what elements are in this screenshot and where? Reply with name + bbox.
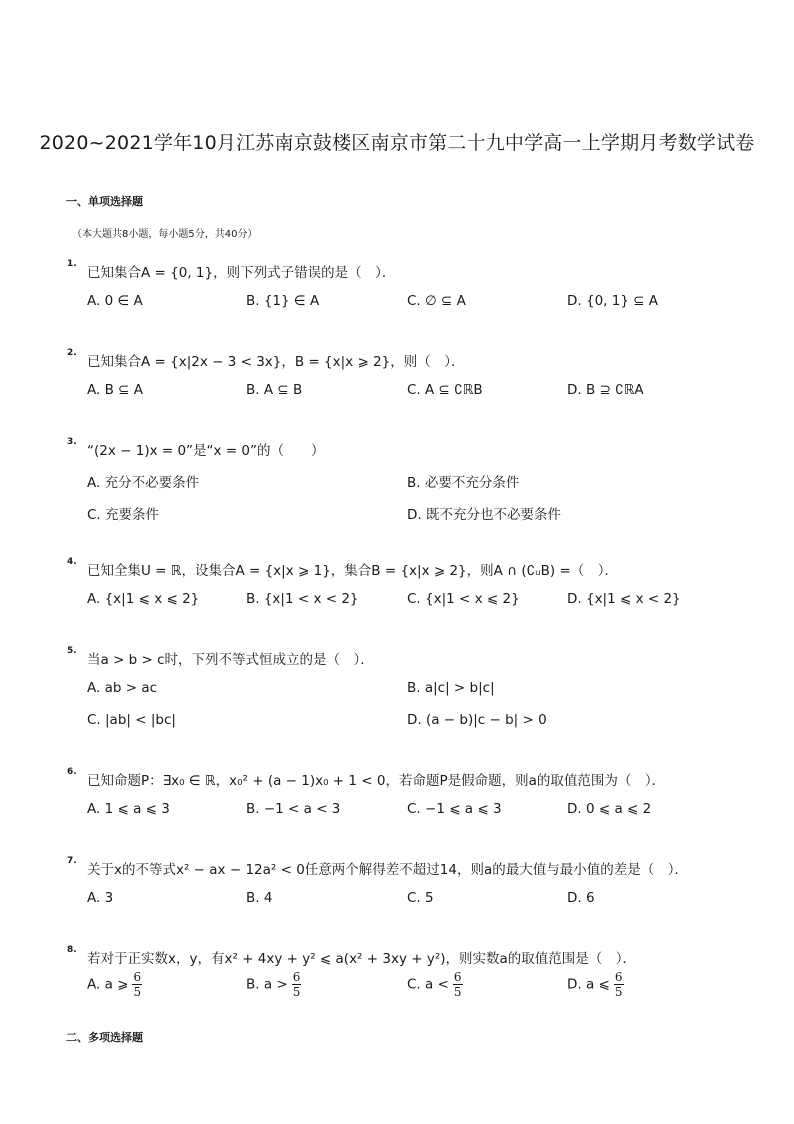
option-b-prefix: B. a > — [246, 976, 288, 993]
fraction-numerator: 6 — [453, 970, 462, 984]
question-text: 已知命题P：∃x₀ ∈ ℝ，x₀² + (a − 1)x₀ + 1 < 0，若命题P是假命题，则a的取值范围为（ ）． — [87, 773, 666, 789]
option-b: B. 必要不充分条件 — [407, 475, 520, 491]
fraction-numerator: 6 — [614, 970, 623, 984]
option-b: B. a|c| > b|c| — [407, 680, 495, 696]
option-d: D. (a − b)|c − b| > 0 — [407, 712, 547, 728]
option-a: A. B ⊆ A — [87, 382, 143, 398]
option-b: B. A ⊆ B — [246, 382, 303, 398]
question-number: 2. — [67, 348, 77, 358]
page-title: 2020~2021学年10月江苏南京鼓楼区南京市第二十九中学高一上学期月考数学试卷 — [39, 132, 755, 154]
fraction — [292, 970, 302, 999]
question-number: 6. — [67, 767, 77, 777]
section-note: （本大题共8小题，每小题5分，共40分） — [72, 229, 258, 240]
fraction-denominator: 5 — [292, 985, 301, 999]
option-a: A. 0 ∈ A — [87, 293, 143, 309]
question-number: 3. — [67, 437, 77, 447]
question-number: 8. — [67, 945, 77, 955]
option-b: B. 4 — [246, 890, 273, 906]
option-d-prefix: D. a ⩽ — [567, 976, 610, 993]
option-c: C. |ab| < |bc| — [87, 712, 176, 728]
option-a: A. 充分不必要条件 — [87, 475, 200, 491]
fraction — [614, 970, 624, 999]
option-c: C. ∅ ⊆ A — [407, 293, 466, 309]
question-text: 已知集合A = {0, 1}，则下列式子错误的是（ ）． — [87, 265, 396, 281]
question-number: 5. — [67, 646, 77, 656]
fraction-denominator: 5 — [453, 985, 462, 999]
option-c: C. 充要条件 — [87, 507, 160, 523]
option-b: B. {1} ∈ A — [246, 293, 320, 309]
option-c-prefix: C. a < — [407, 976, 449, 993]
option-a: A. 1 ⩽ a ⩽ 3 — [87, 801, 170, 817]
fraction-numerator: 6 — [292, 970, 301, 984]
option-c: C. −1 ⩽ a ⩽ 3 — [407, 801, 502, 817]
option-a: A. 3 — [87, 890, 114, 906]
question-text: 若对于正实数x，y，有x² + 4xy + y² ⩽ a(x² + 3xy + y²)，则实数a的取值范围是（ ）． — [87, 951, 637, 967]
option-a — [87, 970, 142, 999]
section-heading-single-choice: 一、单项选择题 — [66, 195, 143, 208]
option-d — [567, 970, 624, 999]
option-a-prefix: A. a ⩾ — [87, 976, 129, 993]
option-d: D. 6 — [567, 890, 595, 906]
fraction — [132, 970, 142, 999]
question-number: 1. — [67, 259, 77, 269]
question-text: 已知全集U = ℝ，设集合A = {x|x ⩾ 1}，集合B = {x|x ⩾ 2}，则A ∩ (∁ᵤB) =（ ）． — [87, 563, 619, 579]
option-c: C. 5 — [407, 890, 434, 906]
option-d: D. 0 ⩽ a ⩽ 2 — [567, 801, 652, 817]
section-heading-multi-choice: 二、多项选择题 — [66, 1031, 143, 1044]
option-a: A. ab > ac — [87, 680, 158, 696]
option-d: D. B ⊇ ∁ℝA — [567, 382, 644, 398]
option-b: B. −1 < a < 3 — [246, 801, 341, 817]
fraction-numerator: 6 — [133, 970, 142, 984]
question-text: “(2x − 1)x = 0”是“x = 0”的（ ） — [87, 443, 325, 459]
question-text: 关于x的不等式x² − ax − 12a² < 0任意两个解得差不超过14，则a的最大值与最小值的差是（ ）． — [87, 862, 688, 878]
option-c: C. A ⊆ ∁ℝB — [407, 382, 483, 398]
fraction-denominator: 5 — [133, 985, 142, 999]
question-number: 7. — [67, 856, 77, 866]
fraction — [453, 970, 463, 999]
option-d: D. {0, 1} ⊆ A — [567, 293, 659, 309]
option-c: C. {x|1 < x ⩽ 2} — [407, 591, 520, 607]
option-c — [407, 970, 463, 999]
option-b: B. {x|1 < x < 2} — [246, 591, 359, 607]
question-text: 当a > b > c时，下列不等式恒成立的是（ ）． — [87, 652, 374, 668]
fraction-denominator: 5 — [614, 985, 623, 999]
question-number: 4. — [67, 557, 77, 567]
option-d: D. 既不充分也不必要条件 — [407, 507, 561, 523]
option-d: D. {x|1 ⩽ x < 2} — [567, 591, 681, 607]
option-b — [246, 970, 301, 999]
question-text: 已知集合A = {x|2x − 3 < 3x}，B = {x|x ⩾ 2}，则（ ）． — [87, 354, 465, 370]
option-a: A. {x|1 ⩽ x ⩽ 2} — [87, 591, 200, 607]
